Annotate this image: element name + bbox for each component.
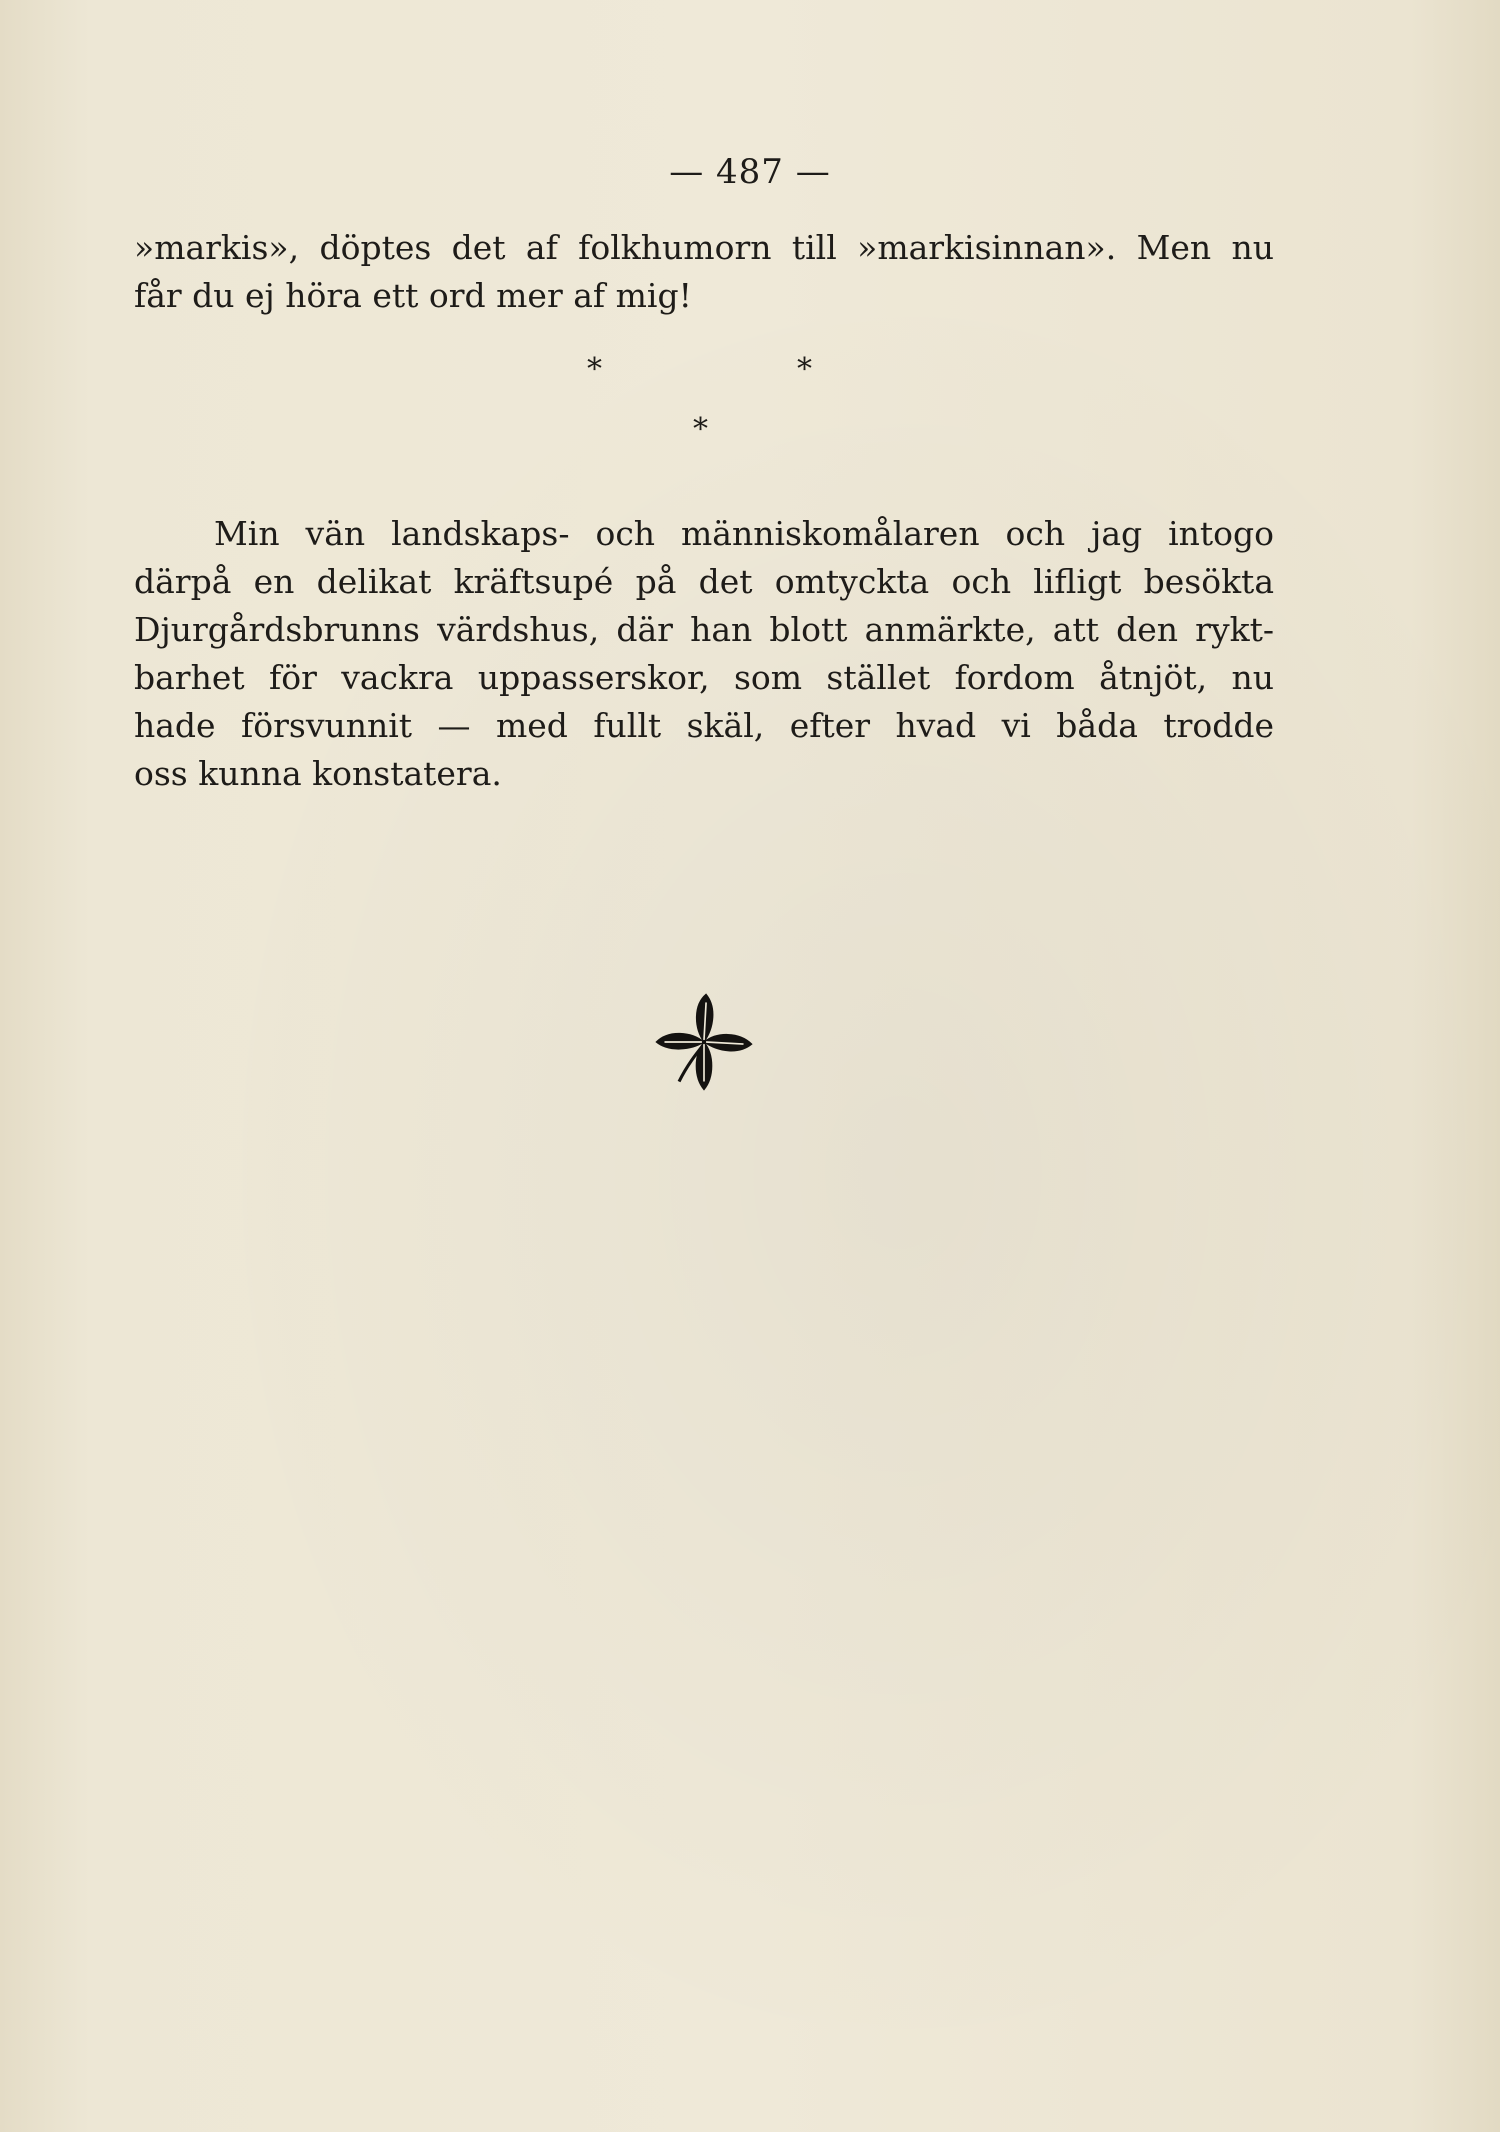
text-line: »markis», döptes det af folkhumorn till »markisinnan». Men nu — [134, 228, 1274, 267]
asterisk-right: * — [797, 352, 812, 387]
text-line: därpå en delikat kräftsupé på det omtyckta och lifligt besökta — [134, 562, 1274, 601]
clover-leaf-ornament-icon — [652, 990, 756, 1094]
asterisk-left: * — [587, 352, 602, 387]
text-line: Min vän landskaps- och människomålaren och jag intogo — [214, 514, 1274, 553]
paragraph-2 — [134, 510, 1274, 798]
asterisk-center: * — [693, 412, 708, 447]
paragraph-1 — [134, 224, 1274, 320]
page-number: — 487 — — [669, 152, 831, 192]
text-line: Djurgårdsbrunns värdshus, där han blott anmärkte, att den rykt- — [134, 610, 1274, 649]
text-line: får du ej höra ett ord mer af mig! — [134, 276, 692, 315]
text-line: oss kunna konstatera. — [134, 754, 502, 793]
text-line: barhet för vackra uppasserskor, som stället fordom åtnjöt, nu — [134, 658, 1274, 697]
text-line: hade försvunnit — med fullt skäl, efter hvad vi båda trodde — [134, 706, 1274, 745]
